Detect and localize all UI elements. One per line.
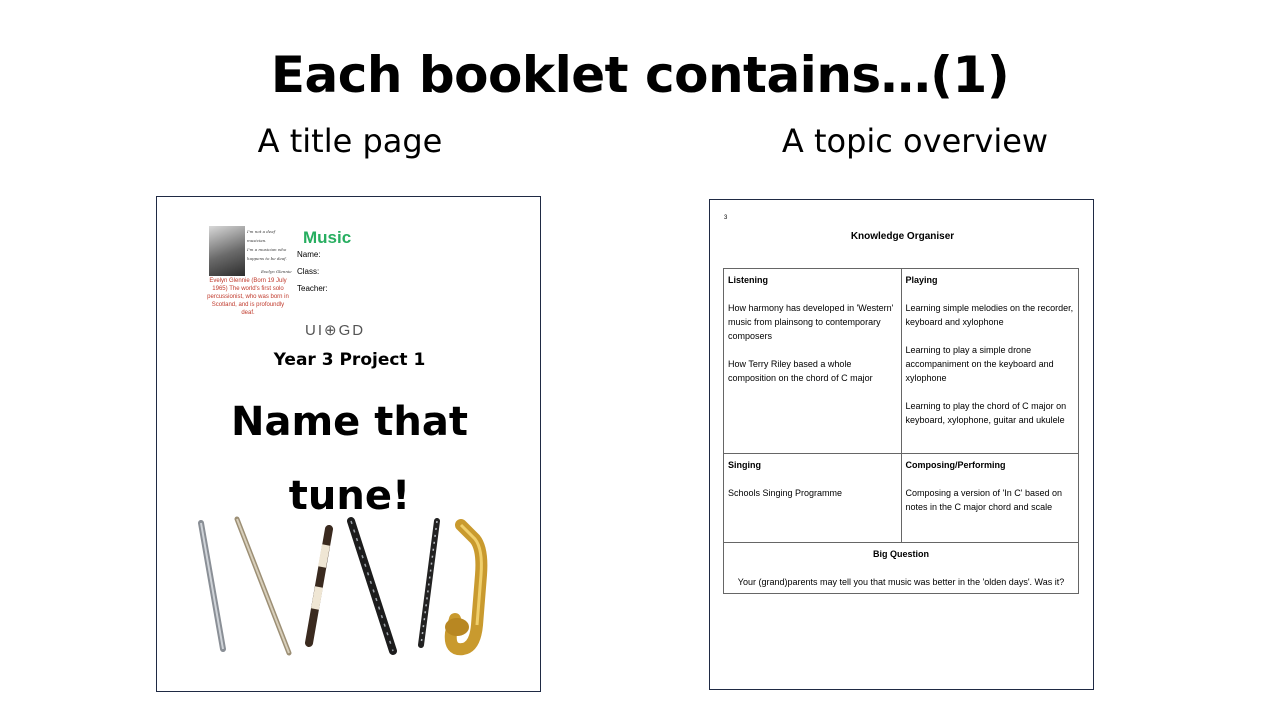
quote-signature: Evelyn Glennie: [261, 269, 292, 274]
slide-title: Each booklet contains…(1): [270, 46, 1010, 104]
photo-quote: I'm not a deaf musician. I'm a musician who happens to be deaf.: [247, 229, 287, 261]
flute-icon: [237, 519, 289, 653]
page-number: 3: [724, 215, 728, 221]
composing-cell: [901, 454, 1079, 543]
listening-point: How Terry Riley based a whole composition on the chord of C major: [728, 359, 873, 383]
composing-title: Composing/Performing: [905, 460, 1006, 470]
title-page-heading: A title page: [257, 122, 443, 160]
knowledge-organiser-table: [723, 268, 1079, 594]
composing-point: Composing a version of 'In C' based on notes in the C major chord and scale: [905, 488, 1063, 512]
playing-point: Learning to play the chord of C major on keyboard, xylophone, guitar and ukulele: [905, 401, 1067, 425]
playing-title: Playing: [905, 275, 938, 285]
instruments-image: [193, 515, 513, 663]
listening-title: Listening: [728, 275, 768, 285]
recorder-icon: [309, 529, 329, 643]
playing-point: Learning simple melodies on the recorder, keyboard and xylophone: [905, 303, 1074, 327]
title-page-image: [156, 196, 541, 692]
knowledge-organiser-title: Knowledge Organiser: [850, 231, 955, 242]
oboe-icon: [421, 521, 437, 645]
listening-cell: [724, 269, 902, 454]
project-subtitle: Year 3 Project 1: [273, 350, 426, 370]
big-question-title: Big Question: [873, 549, 929, 559]
topic-overview-image: [709, 199, 1094, 690]
teacher-field-label: Teacher:: [297, 284, 328, 293]
singing-cell: [724, 454, 902, 543]
singing-title: Singing: [728, 460, 761, 470]
big-question-text: Your (grand)parents may tell you that music was better in the 'olden days'. Was it?: [737, 577, 1065, 587]
saxophone-icon: [445, 525, 481, 649]
clarinet-icon: [351, 521, 393, 651]
playing-point: Learning to play a simple drone accompaniment on the keyboard and xylophone: [905, 345, 1054, 383]
singing-point: Schools Singing Programme: [728, 488, 843, 498]
subject-label: Music: [303, 228, 352, 247]
evelyn-glennie-photo: [209, 226, 245, 276]
booklet-title: Name that tune!: [231, 399, 468, 519]
piccolo-icon: [201, 523, 223, 649]
topic-overview-heading: A topic overview: [781, 122, 1049, 160]
bio-text: Evelyn Glennie (Born 19 July 1965) The world's first solo percussionist, who was born in Scotland, and is profoundly deaf.: [207, 278, 289, 316]
big-question-cell: [724, 543, 1079, 594]
listening-point: How harmony has developed in 'Western' music from plainsong to contemporary composers: [728, 303, 894, 341]
playing-cell: [901, 269, 1079, 454]
name-field-label: Name:: [297, 250, 321, 259]
school-logo: UI⊕GD: [305, 322, 366, 339]
class-field-label: Class:: [297, 267, 320, 276]
